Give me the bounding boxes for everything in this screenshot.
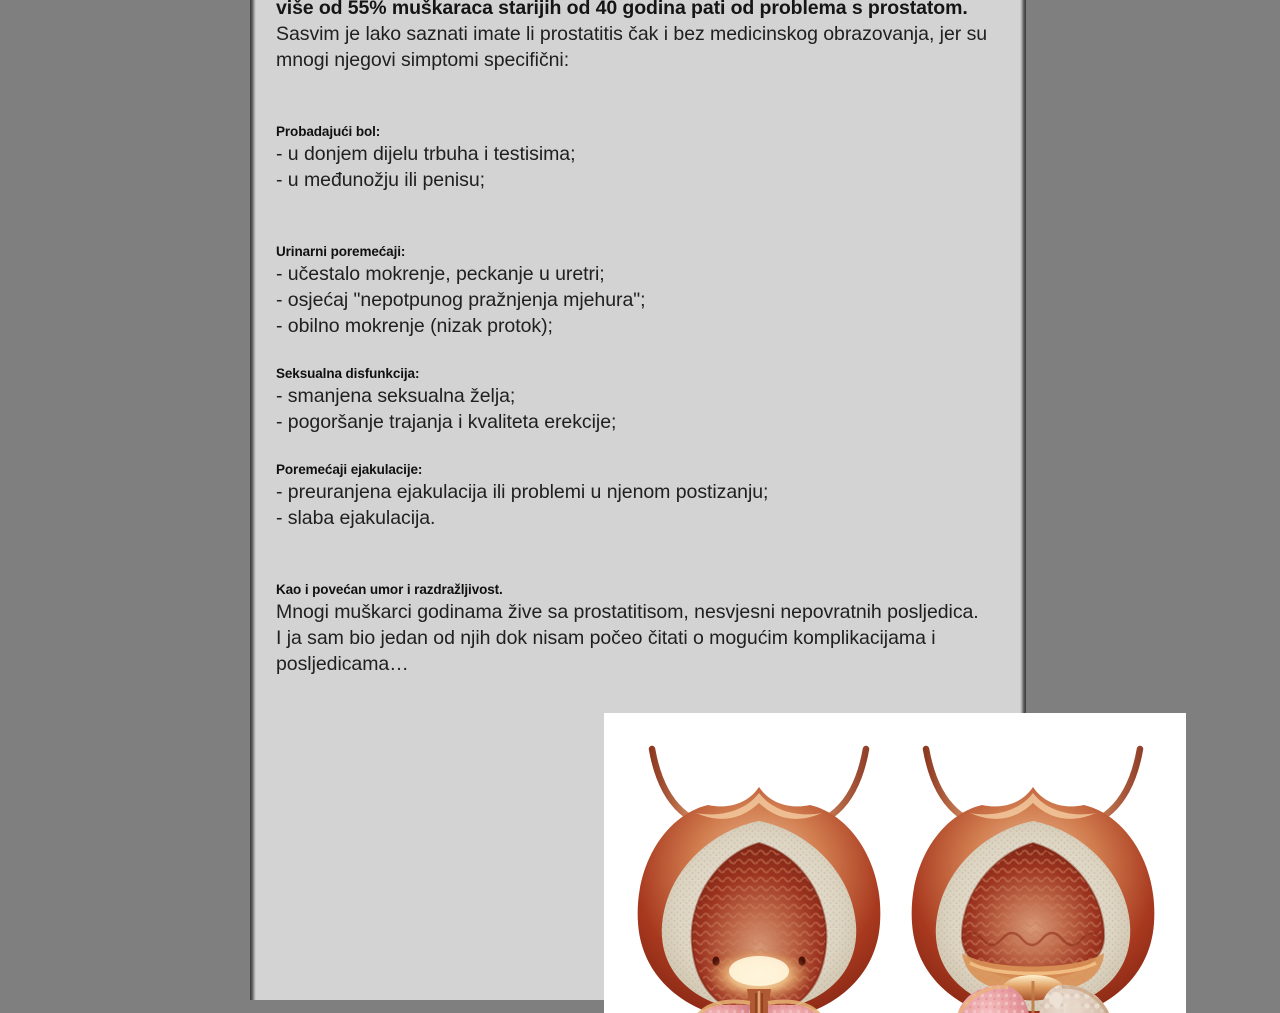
spacer: [276, 73, 1000, 123]
lead-bold-statement: više od 55% muškaraca starijih od 40 godina pati od problema s prostatom.: [276, 0, 1000, 21]
content-column: [256, 0, 1020, 1000]
spacer: [276, 531, 1000, 581]
symptom-item: - smanjena seksualna želja;: [276, 383, 1000, 409]
symptom-item: - u donjem dijelu trbuha i testisima;: [276, 141, 1000, 167]
symptom-section-ejaculation: [276, 461, 1000, 531]
symptom-item: - preuranjena ejakulacija ili problemi u njenom postizanju;: [276, 479, 1000, 505]
symptom-section-urinary: [276, 243, 1000, 339]
symptom-section-sexual: [276, 365, 1000, 435]
symptom-heading: Seksualna disfunkcija:: [276, 365, 1000, 383]
symptom-item: - slaba ejakulacija.: [276, 505, 1000, 531]
symptom-heading: Poremećaji ejakulacije:: [276, 461, 1000, 479]
symptom-item: - pogoršanje trajanja i kvaliteta erekcije;: [276, 409, 1000, 435]
intro-line-2: mnogi njegovi simptomi specifični:: [276, 47, 1000, 73]
article-body: [276, 0, 1000, 677]
symptom-section-pain: [276, 123, 1000, 193]
figure-inner: [604, 713, 1186, 1013]
closing-heading: Kao i povećan umor i razdražljivost.: [276, 581, 1000, 599]
symptom-heading: Urinarni poremećaji:: [276, 243, 1000, 261]
intro-line-1: Sasvim je lako saznati imate li prostatitis čak i bez medicinskog obrazovanja, jer su: [276, 21, 1000, 47]
closing-paragraph: Mnogi muškarci godinama žive sa prostatitisom, nesvjesni nepovratnih posljedica. I ja sam bio jedan od njih dok nisam počeo čitati o mogućim komplikacijama i posljedicama…: [276, 599, 988, 677]
closing-section: [276, 581, 1000, 677]
symptom-item: - osjećaj "nepotpunog pražnjenja mjehura";: [276, 287, 1000, 313]
spacer: [276, 339, 1000, 365]
spacer: [276, 193, 1000, 243]
page-gutter-left: [0, 0, 250, 1000]
prostate-anatomy-illustration: [604, 713, 1186, 1013]
prostate-comparison-figure: [604, 713, 1186, 1013]
symptom-item: - u međunožju ili penisu;: [276, 167, 1000, 193]
symptom-item: - obilno mokrenje (nizak protok);: [276, 313, 1000, 339]
spacer: [276, 435, 1000, 461]
symptom-heading: Probadajući bol:: [276, 123, 1000, 141]
symptom-item: - učestalo mokrenje, peckanje u uretri;: [276, 261, 1000, 287]
